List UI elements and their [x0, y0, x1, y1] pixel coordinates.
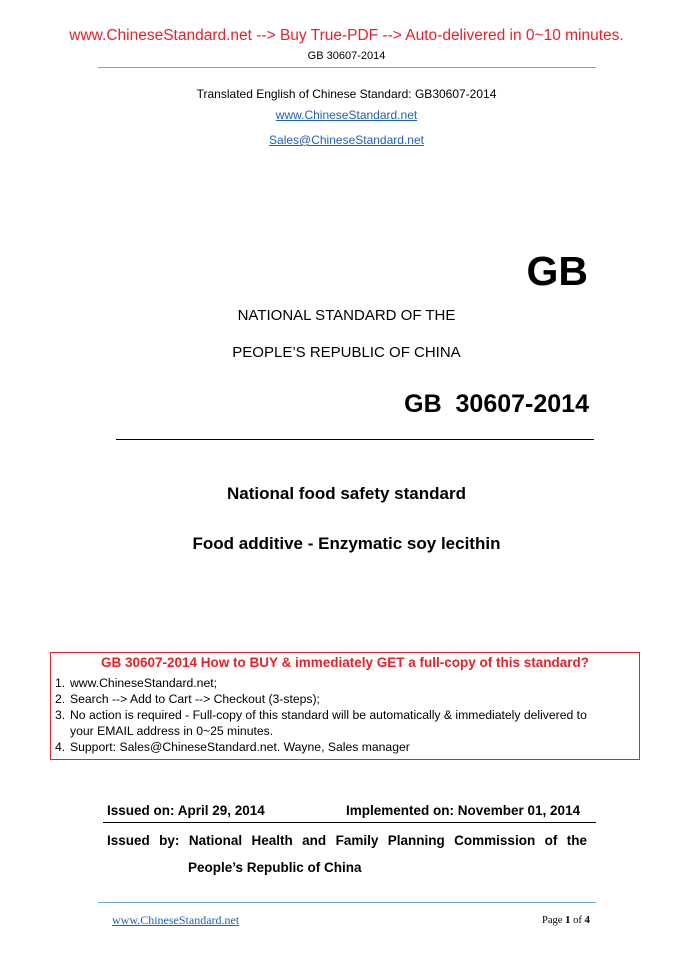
purchase-box-title: GB 30607-2014 How to BUY & immediately GET a full-copy of this standard? [100, 655, 590, 670]
issued-on-date: Issued on: April 29, 2014 [107, 803, 265, 818]
title-divider [116, 439, 594, 440]
footer-website-link[interactable]: www.ChineseStandard.net [112, 913, 240, 927]
step-text: Support: Sales@ChineseStandard.net. Wayne, Sales manager [70, 740, 410, 754]
header-divider [98, 67, 596, 68]
step-number: 1. [55, 676, 66, 690]
step-text: your EMAIL address in 0~25 minutes. [70, 724, 274, 738]
document-title-line1: National food safety standard [227, 484, 466, 503]
page-indicator [542, 914, 590, 926]
issue-divider [103, 822, 596, 823]
issued-by-line2: People’s Republic of China [188, 860, 362, 875]
purchase-step [55, 691, 587, 707]
purchase-steps-list [55, 675, 587, 755]
gb-mark: GB [526, 248, 588, 294]
document-title-line2: Food additive - Enzymatic soy lecithin [192, 534, 501, 553]
translation-notice: Translated English of Chinese Standard: GB30607-2014 [196, 87, 497, 101]
sales-email-link[interactable]: Sales@ChineseStandard.net [269, 133, 424, 147]
implemented-on-date: Implemented on: November 01, 2014 [346, 803, 581, 818]
purchase-banner: www.ChineseStandard.net --> Buy True-PDF --> Auto-delivered in 0~10 minutes. [69, 27, 624, 44]
purchase-instructions-box [50, 652, 640, 760]
issued-by-line1: Issued by: National Health and Family Planning Commission of the [107, 833, 587, 848]
page-prefix: Page [542, 915, 566, 926]
step-number: 2. [55, 692, 66, 706]
purchase-step [55, 739, 587, 755]
step-text: www.ChineseStandard.net; [70, 676, 218, 690]
website-link[interactable]: www.ChineseStandard.net [275, 108, 418, 122]
step-text: No action is required - Full-copy of this standard will be automatically & immediately delivered to [70, 708, 587, 722]
footer-divider [98, 902, 596, 903]
page-of: of [570, 915, 585, 926]
purchase-step [55, 707, 587, 723]
step-number: 3. [55, 708, 66, 722]
step-text: Search --> Add to Cart --> Checkout (3-steps); [70, 692, 320, 706]
running-header-code: GB 30607-2014 [307, 50, 386, 62]
national-standard-line1: NATIONAL STANDARD OF THE [237, 307, 456, 324]
step-number: 4. [55, 740, 66, 754]
purchase-step-continuation [55, 723, 587, 739]
standard-number: GB 30607-2014 [404, 390, 589, 418]
page-total: 4 [584, 914, 591, 926]
page-current: 1 [565, 914, 571, 926]
purchase-step [55, 675, 587, 691]
email-link-row [0, 131, 693, 149]
site-link-row [0, 106, 693, 124]
national-standard-line2: PEOPLE’S REPUBLIC OF CHINA [232, 344, 461, 361]
